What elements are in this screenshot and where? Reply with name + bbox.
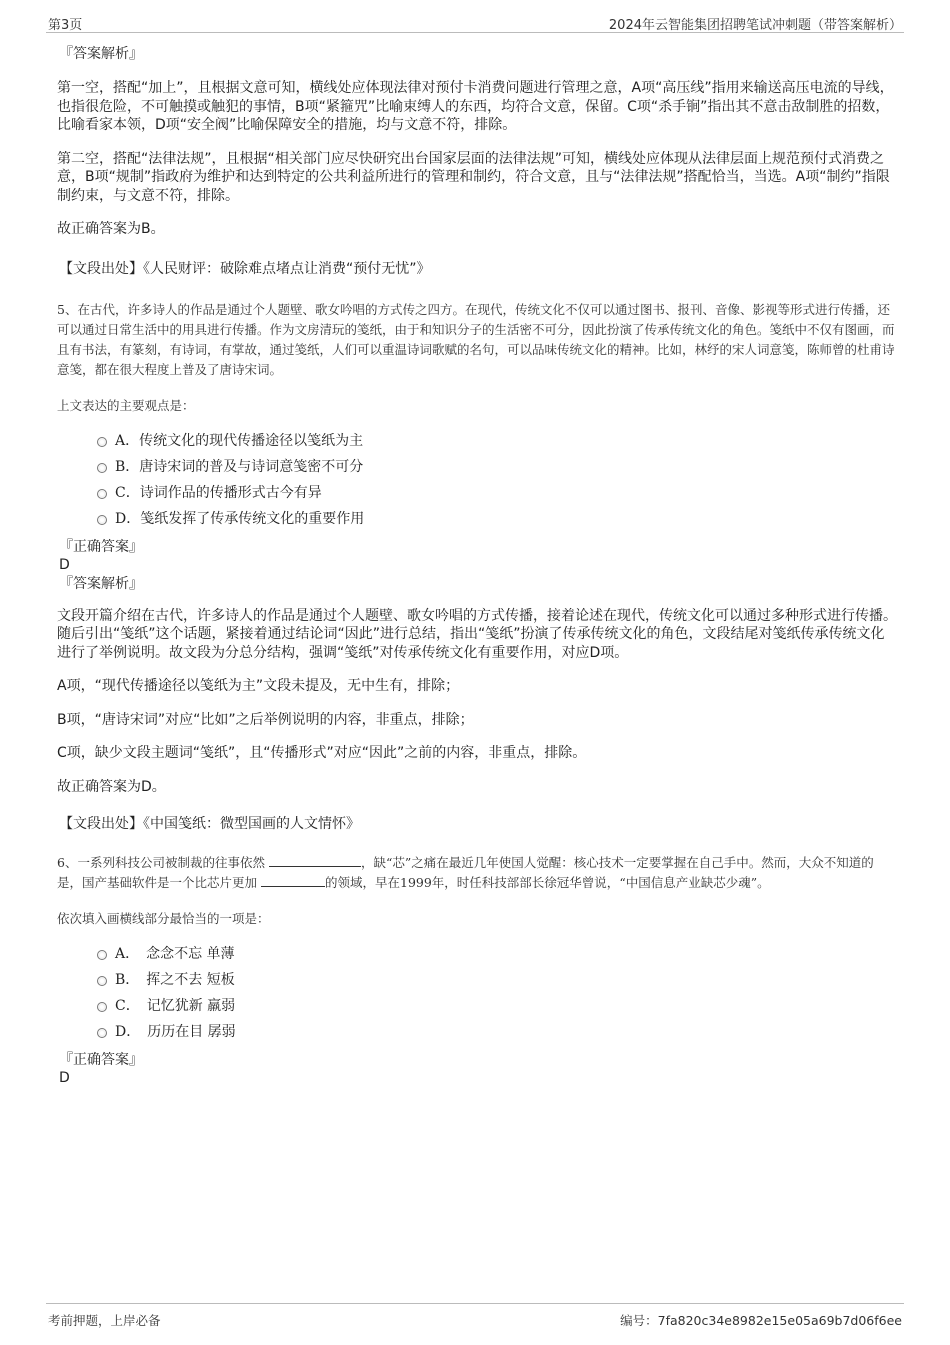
question-stem: 5、在古代，许多诗人的作品是通过个人题壁、歌女吟唱的方式传之四方。在现代，传统文化不仅可以通过图书、报刊、音像、影视等形式进行传播，还可以通过日常生活中的用具进行传播。作为文房清玩的笺纸，由于和知识分子的生活密不可分，因此扮演了传承传统文化的角色。笺纸中不仅有图画，而且有书法，有篆刻，有诗词，有掌故，通过笺纸，人们可以重温诗词歌赋的名句，可以品味传统文化的精神。比如，林纾的宋人词意笺，陈师曾的杜甫诗意笺，都在很大程度上普及了唐诗宋词。 (57, 301, 895, 377)
code-label: 编号： (620, 1313, 658, 1328)
stem-text: ，缺“芯”之痛在最近几年使国人觉醒：核心技术一定要掌握在自己手中。然而，大众不知道的是，国产基础软件是一个比芯片更加 (57, 855, 874, 890)
option-c[interactable] (57, 480, 897, 506)
analysis-paragraph: A项，“现代传播途径以笺纸为主”文段未提及，无中生有，排除； (57, 678, 460, 694)
correct-answer: D (59, 556, 70, 573)
radio-circle-icon[interactable] (97, 1002, 107, 1012)
radio-circle-icon[interactable] (97, 489, 107, 499)
page-content (57, 44, 897, 1087)
option-list (57, 428, 897, 532)
radio-circle-icon[interactable] (97, 515, 107, 525)
source-citation (59, 813, 897, 833)
option-label: D．笺纸发挥了传承传统文化的重要作用 (115, 510, 365, 527)
correct-answer-label: 『正确答案』 (59, 1052, 143, 1068)
option-c[interactable] (57, 993, 897, 1019)
option-label: B． 挥之不去 短板 (115, 972, 235, 988)
radio-circle-icon[interactable] (97, 463, 107, 473)
page-header (46, 14, 904, 33)
document-title: 2024年云智能集团招聘笔试冲刺题（带答案解析） (608, 18, 902, 33)
analysis-conclusion: 故正确答案为D。 (57, 778, 166, 795)
option-label: C． 记忆犹新 羸弱 (115, 998, 236, 1014)
option-d[interactable] (57, 1019, 897, 1045)
document-code (620, 1311, 902, 1329)
question-4-analysis (57, 44, 897, 278)
analysis-label: 『答案解析』 (59, 575, 143, 592)
radio-circle-icon[interactable] (97, 437, 107, 447)
analysis-label: 『答案解析』 (59, 46, 143, 62)
correct-answer-label: 『正确答案』 (59, 538, 143, 555)
option-label: A．传统文化的现代传播途径以笺纸为主 (115, 432, 364, 449)
option-list (57, 941, 897, 1045)
page-footer (46, 1303, 904, 1328)
analysis-paragraph: B项，“唐诗宋词”对应“比如”之后举例说明的内容，非重点，排除； (57, 711, 474, 728)
page-number: 第3页 (48, 18, 83, 33)
stem-text: 的领域，早在1999年，时任科技部部长徐冠华曾说，“中国信息产业缺芯少魂”。 (325, 875, 770, 890)
question-5 (57, 300, 897, 834)
fill-blank-1 (269, 854, 361, 867)
option-label: C．诗词作品的传播形式古今有异 (115, 484, 322, 501)
radio-circle-icon[interactable] (97, 1028, 107, 1038)
question-6 (57, 853, 897, 1087)
source-label: 【文段出处】 (59, 260, 143, 277)
fill-blank-2 (261, 874, 325, 887)
footer-slogan: 考前押题，上岸必备 (48, 1313, 161, 1328)
question-stem (57, 853, 897, 893)
analysis-conclusion: 故正确答案为B。 (57, 221, 165, 237)
radio-circle-icon[interactable] (97, 950, 107, 960)
radio-circle-icon[interactable] (97, 976, 107, 986)
analysis-paragraph: 文段开篇介绍在古代，许多诗人的作品是通过个人题壁、歌女吟唱的方式传播，接着论述在现代，传统文化可以通过多种形式进行传播。随后引出“笺纸”这个话题，紧接着通过结论词“因此”进行总结，指出“笺纸”扮演了传承传统文化的角色，文段结尾对笺纸传承传统文化进行了举例说明。故文段为分总分结构，强调“笺纸”对传承传统文化有重要作用，对应D项。 (57, 607, 897, 661)
analysis-paragraph: C项，缺少文段主题词“笺纸”，且“传播形式”对应“因此”之前的内容，非重点，排除。 (57, 745, 587, 761)
option-d[interactable] (57, 506, 897, 532)
analysis-paragraph: 第一空，搭配“加上”，且根据文意可知，横线处应体现法律对预付卡消费问题进行管理之意，A项“高压线”指用来输送高压电流的导线，也指很危险，不可触摸或触犯的事情，B项“紧箍咒”比喻束缚人的东西，均符合文意，保留。C项“杀手锏”指出其不意击敌制胜的招数，比喻看家本领，D项“安全阀”比喻保障安全的措施，均与文意不符，排除。 (57, 80, 894, 133)
source-label: 【文段出处】 (59, 816, 143, 832)
source-title: 《人民财评：破除难点堵点让消费“预付无忧”》 (143, 260, 431, 277)
option-b[interactable] (57, 454, 897, 480)
source-citation (59, 258, 897, 278)
option-label: D． 历历在目 孱弱 (115, 1024, 236, 1040)
source-title: 《中国笺纸：微型国画的人文情怀》 (143, 816, 360, 832)
question-prompt: 上文表达的主要观点是： (57, 397, 195, 413)
correct-answer: D (59, 1070, 70, 1086)
stem-text: 6、一系列科技公司被制裁的往事依然 (57, 855, 265, 870)
option-label: B．唐诗宋词的普及与诗词意笺密不可分 (115, 458, 364, 475)
question-prompt: 依次填入画横线部分最恰当的一项是： (57, 911, 270, 926)
option-a[interactable] (57, 428, 897, 454)
option-b[interactable] (57, 967, 897, 993)
option-a[interactable] (57, 941, 897, 967)
code-value: 7fa820c34e8982e15e05a69b7d06f6ee (657, 1313, 902, 1328)
analysis-paragraph: 第二空，搭配“法律法规”，且根据“相关部门应尽快研究出台国家层面的法律法规”可知，横线处应体现从法律层面上规范预付式消费之意，B项“规制”指政府为维护和达到特定的公共利益所进行的管理和制约，符合文意，且与“法律法规”搭配恰当，当选。A项“制约”指限制约束，与文意不符，排除。 (57, 150, 890, 204)
option-label: A． 念念不忘 单薄 (115, 946, 235, 962)
